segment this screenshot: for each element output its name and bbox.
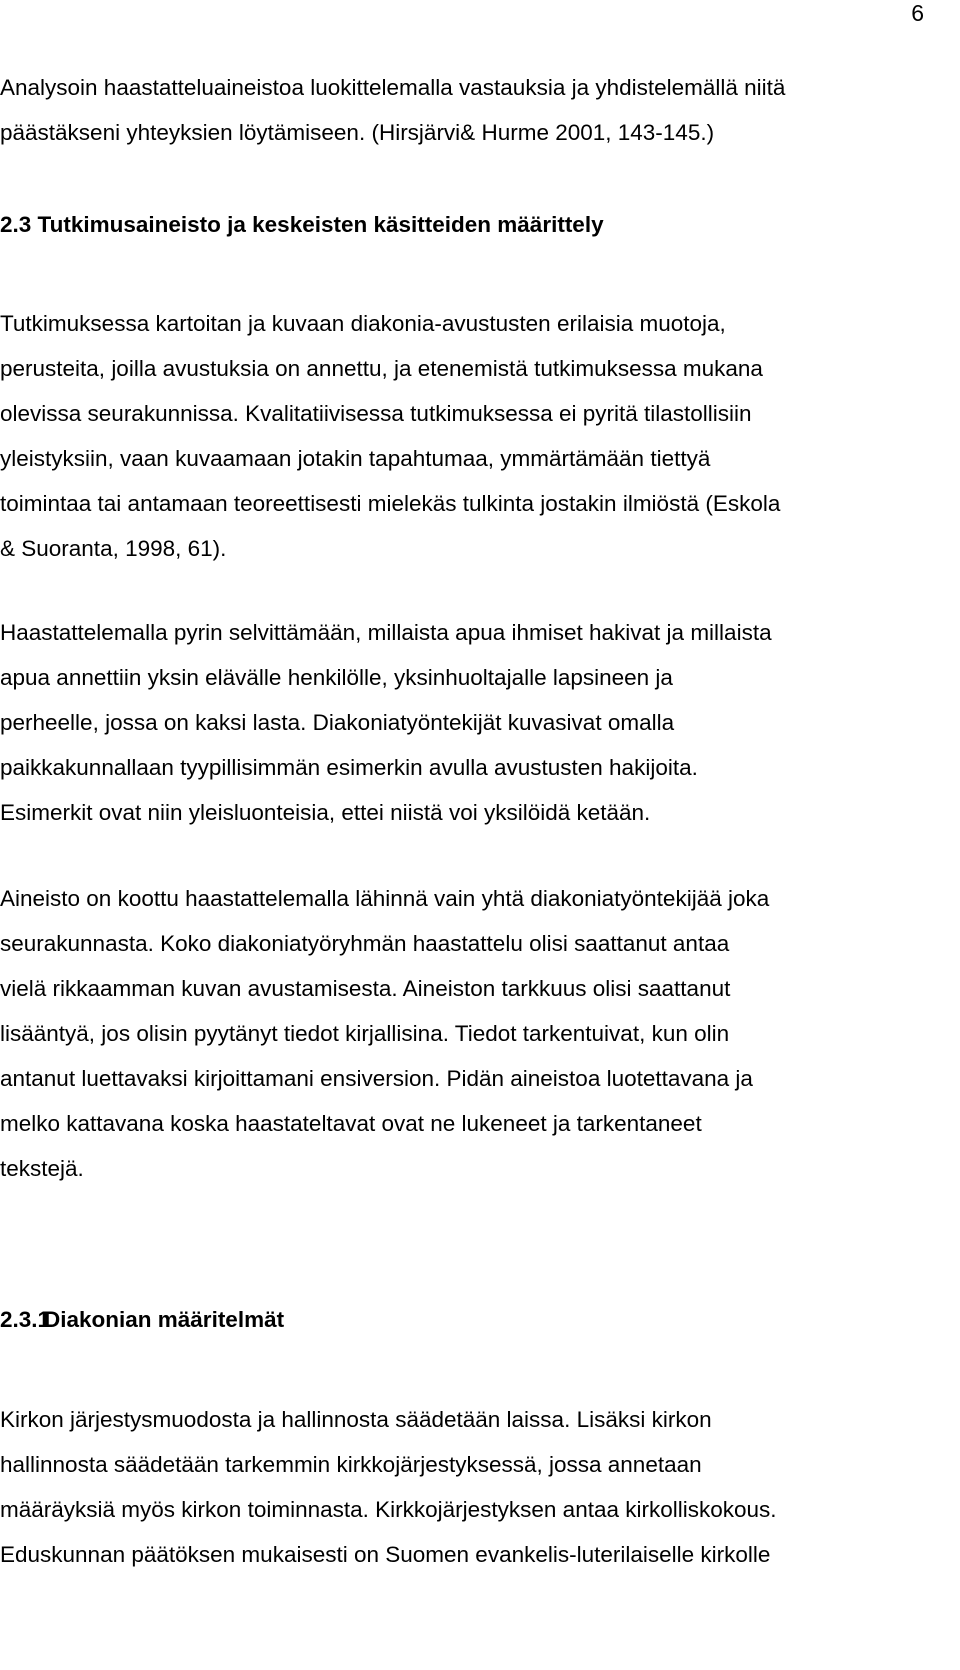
page-number: 6	[911, 0, 924, 26]
subsection-heading-2-3-1	[0, 1309, 284, 1332]
paragraph-church-administration	[0, 1397, 777, 1577]
paragraph-material-reliability	[0, 876, 769, 1191]
text-line: Eduskunnan päätöksen mukaisesti on Suomen evankelis-luterilaiselle kirkolle	[0, 1542, 771, 1567]
text-line: Kirkon järjestysmuodosta ja hallinnosta säädetään laissa. Lisäksi kirkon	[0, 1407, 712, 1432]
text-line: määräyksiä myös kirkon toiminnasta. Kirkkojärjestyksen antaa kirkolliskokous.	[0, 1497, 777, 1522]
text-line: antanut luettavaksi kirjoittamani ensiversion. Pidän aineistoa luotettavana ja	[0, 1066, 753, 1091]
text-line: yleistyksiin, vaan kuvaamaan jotakin tapahtumaa, ymmärtämään tiettyä	[0, 446, 711, 471]
text-line: & Suoranta, 1998, 61).	[0, 536, 227, 561]
text-line: lisääntyä, jos olisin pyytänyt tiedot kirjallisina. Tiedot tarkentuivat, kun olin	[0, 1021, 730, 1046]
text-line: Esimerkit ovat niin yleisluonteisia, ettei niistä voi yksilöidä ketään.	[0, 800, 651, 825]
text-line: päästäkseni yhteyksien löytämiseen. (Hirsjärvi& Hurme 2001, 143-145.)	[0, 120, 715, 145]
text-line: melko kattavana koska haastateltavat ovat ne lukeneet ja tarkentaneet	[0, 1111, 702, 1136]
text-line: perheelle, jossa on kaksi lasta. Diakoniatyöntekijät kuvasivat omalla	[0, 710, 675, 735]
subsection-title: Diakonian määritelmät	[44, 1307, 285, 1332]
text-line: paikkakunnallaan tyypillisimmän esimerkin avulla avustusten hakijoita.	[0, 755, 698, 780]
text-line: Tutkimuksessa kartoitan ja kuvaan diakonia-avustusten erilaisia muotoja,	[0, 311, 726, 336]
text-line: vielä rikkaamman kuvan avustamisesta. Aineiston tarkkuus olisi saattanut	[0, 976, 731, 1001]
text-line: toimintaa tai antamaan teoreettisesti mielekäs tulkinta jostakin ilmiöstä (Eskola	[0, 491, 781, 516]
text-line: seurakunnasta. Koko diakoniatyöryhmän haastattelu olisi saattanut antaa	[0, 931, 730, 956]
paragraph-analysis-method	[0, 65, 785, 155]
text-line: Haastattelemalla pyrin selvittämään, millaista apua ihmiset hakivat ja millaista	[0, 620, 772, 645]
text-line: hallinnosta säädetään tarkemmin kirkkojärjestyksessä, jossa annetaan	[0, 1452, 702, 1477]
text-line: apua annettiin yksin elävälle henkilölle, yksinhuoltajalle lapsineen ja	[0, 665, 673, 690]
text-line: tekstejä.	[0, 1156, 84, 1181]
section-heading-2-3: 2.3 Tutkimusaineisto ja keskeisten käsitteiden määrittely	[0, 212, 604, 237]
text-line: olevissa seurakunnissa. Kvalitatiivisessa tutkimuksessa ei pyritä tilastollisiin	[0, 401, 752, 426]
paragraph-interview-purpose	[0, 610, 772, 835]
subsection-number: 2.3.1	[0, 1307, 51, 1332]
text-line: perusteita, joilla avustuksia on annettu, ja etenemistä tutkimuksessa mukana	[0, 356, 763, 381]
paragraph-research-scope	[0, 301, 780, 571]
text-line: Analysoin haastatteluaineistoa luokittelemalla vastauksia ja yhdistelemällä niitä	[0, 75, 786, 100]
text-line: Aineisto on koottu haastattelemalla lähinnä vain yhtä diakoniatyöntekijää joka	[0, 886, 770, 911]
